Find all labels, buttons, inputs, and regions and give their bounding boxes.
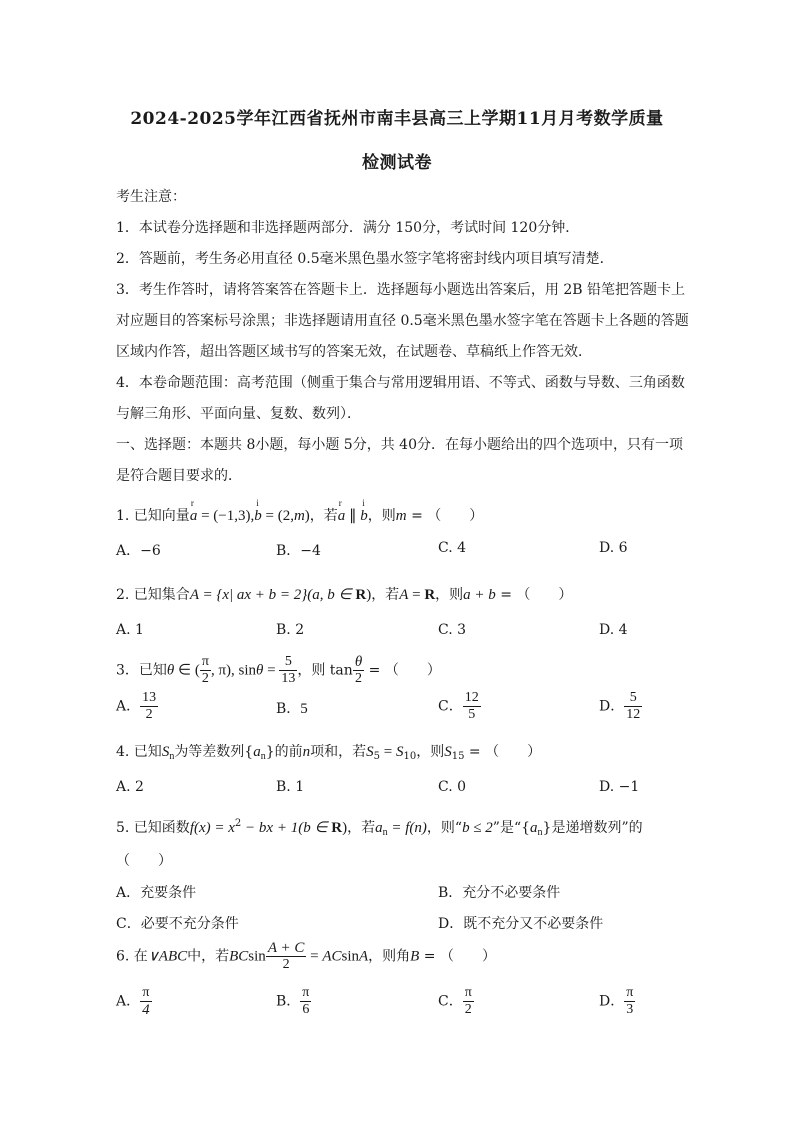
q6-option-d[interactable]: D． $\frac{\pi}{3}$	[599, 985, 634, 1017]
note-2: 2．答题前，考生务必用直径 0.5毫米黑色墨水签字笔将密封线内项目填写清楚．	[116, 251, 614, 267]
q2-option-c[interactable]: C. 3	[438, 622, 467, 638]
pi-over-2-fraction: $\frac{\pi}{2}$	[201, 654, 209, 686]
exam-title-line2: 检测试卷	[362, 153, 432, 173]
notes-heading: 考生注意：	[116, 189, 186, 205]
q3-option-c[interactable]: C． $\frac{12}{5}$	[438, 690, 479, 722]
q2-option-d[interactable]: D. 4	[599, 622, 628, 638]
q1-option-d[interactable]: D. 6	[599, 540, 628, 556]
q5-option-b[interactable]: B．充分不必要条件	[438, 885, 561, 901]
q1-option-a[interactable]: A．−6	[116, 543, 161, 559]
question-5: 5. 已知函数$f(x) = x^2$ − bx + 1(b ∈ R)，若$a_n = f(n)$，则“b ≤ 2”是“$\{a_n\}$是递增数列”的	[116, 818, 643, 838]
q4-option-c[interactable]: C. 0	[438, 779, 467, 795]
a-plus-c-over-2-fraction: $\frac{A + C}{2}$	[267, 940, 305, 972]
note-4-line1: 4．本卷命题范围：高考范围（侧重于集合与常用逻辑用语、不等式、函数与导数、三角函数	[116, 375, 685, 391]
section-heading-line1: 一、选择题：本题共 8小题，每小题 5分，共 40分．在每小题给出的四个选项中，只有一项	[116, 437, 683, 453]
theta-over-2-fraction: $\frac{\theta}{2}$	[354, 654, 363, 686]
q3-option-b[interactable]: B．5	[276, 701, 308, 717]
q5-option-d[interactable]: D．既不充分又不必要条件	[438, 916, 604, 932]
q4-option-b[interactable]: B. 1	[276, 779, 305, 795]
question-4: 4. 已知$S_n$为等差数列$\{a_n\}$的前n项和，若$S_5 = S_{10}$，则$S_{15}$ = （ ）	[116, 744, 542, 762]
note-4-line2: 与解三角形、平面向量、复数、数列）．	[116, 406, 361, 422]
q3-option-a[interactable]: A． $\frac{13}{2}$	[116, 690, 157, 722]
exam-title-line1: 2024-2025学年江西省抚州市南丰县高三上学期11月月考数学质量	[130, 109, 664, 129]
five-thirteenths-fraction: $\frac{5}{13}$	[281, 654, 296, 686]
question-1: 1. 已知向量r a = (−1,3),i b = (2,m)，若r a ∥ i b，则m = （ ）	[116, 505, 483, 525]
question-2: 2. 已知集合A = {x| ax + b = 2}(a, b ∈ R)，若A = R，则a + b = （ ）	[116, 587, 573, 603]
q6-option-c[interactable]: C． $\frac{\pi}{2}$	[438, 985, 472, 1017]
vector-a: r a	[190, 508, 198, 525]
question-3: 3．已知θ ∈ ( $\frac{\pi}{2}$ , π), sinθ = $\frac{5}{13}$ ，则 tan $\frac{\theta}{2}$ = （ ）	[116, 654, 441, 686]
q4-option-d[interactable]: D. −1	[599, 779, 640, 795]
q5-option-c[interactable]: C．必要不充分条件	[116, 916, 239, 932]
section-heading-line2: 是符合题目要求的．	[116, 468, 242, 484]
q5-option-a[interactable]: A．充要条件	[116, 885, 197, 901]
question-6: 6. 在∨ABC中，若BCsin $\frac{A + C}{2}$ = ACsinA，则角B = （ ）	[116, 940, 496, 972]
note-3-line1: 3．考生作答时，请将答案答在答题卡上．选择题每小题选出答案后，用 2B 铅笔把答题卡上	[116, 282, 686, 298]
note-3-line2: 对应题目的答案标号涂黑；非选择题请用直径 0.5毫米黑色墨水签字笔在答题卡上各题的答题	[116, 313, 689, 329]
q2-option-a[interactable]: A. 1	[116, 622, 144, 638]
q6-option-a[interactable]: A． $\frac{\pi}{4}$	[116, 985, 150, 1018]
q1-option-c[interactable]: C. 4	[438, 540, 467, 556]
q2-option-b[interactable]: B. 2	[276, 622, 305, 638]
question-5-line2: （ ）	[116, 853, 172, 869]
vector-b: i b	[254, 508, 262, 525]
note-1: 1．本试卷分选择题和非选择题两部分．满分 150分，考试时间 120分钟．	[116, 220, 580, 236]
q3-option-d[interactable]: D． $\frac{5}{12}$	[599, 690, 641, 722]
q4-option-a[interactable]: A. 2	[116, 779, 144, 795]
q1-option-b[interactable]: B．−4	[276, 543, 321, 559]
q6-option-b[interactable]: B． $\frac{\pi}{6}$	[276, 985, 310, 1017]
note-3-line3: 区域内作答，超出答题区域书写的答案无效，在试题卷、草稿纸上作答无效．	[116, 344, 592, 360]
